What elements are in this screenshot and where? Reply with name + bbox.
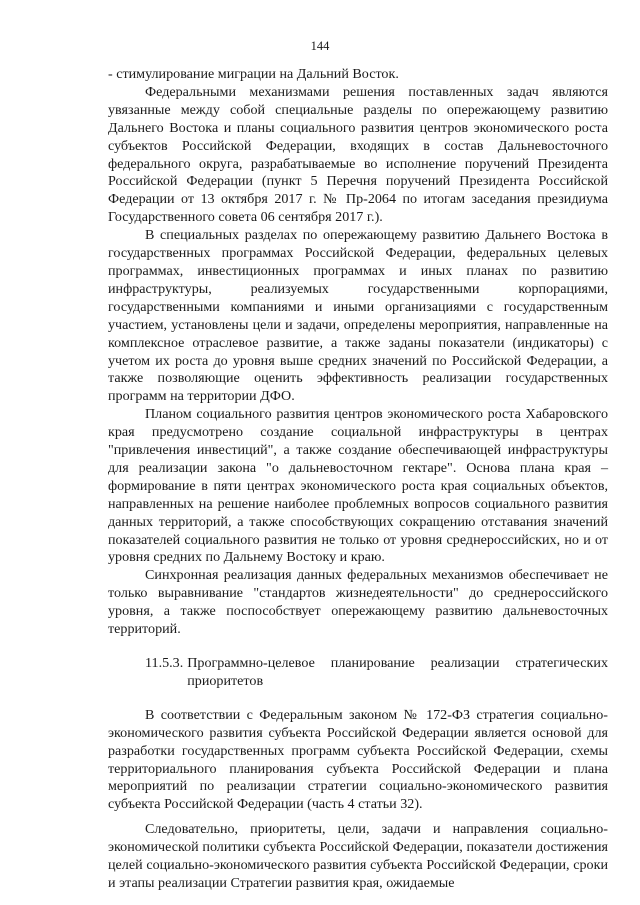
paragraph-federal-law: В соответствии с Федеральным законом № 172-ФЗ стратегия социально-экономического развития субъекта Российской Федерации является основой для разработки государственных программ субъекта Российской Федерации, схемы территориального планирования субъекта Российской Федерации и плана мероприятий по реализации стратегии социально-экономического развития субъекта Российской Федерации (часть 4 статьи 32). — [108, 706, 608, 813]
section-heading — [145, 655, 608, 691]
paragraph-khabarovsk-plan: Планом социального развития центров экономического роста Хабаровского края предусмотрено создание социальной инфраструктуры в центрах "привлечения инвестиций", а также создание обеспечивающей инфраструктуры для реализации закона "о дальневосточном гектаре". Основа плана края – формирование в пяти центрах экономического роста края социальных объектов, направленных на решение наиболее проблемных вопросов социального развития данных территорий, а также способствующих сокращению отставания значений показателей социального развития не только от уровня среднероссийских, но и от уровня средних по Дальнему Востоку и краю. — [108, 406, 608, 566]
paragraph-special-sections: В специальных разделах по опережающему развитию Дальнего Востока в государственных программах Российской Федерации, федеральных целевых программах, инвестиционных программах и иных планах по развитию инфраструктуры, реализуемых государственными корпорациями, государственными компаниями и иными организациями с государственным участием, установлены цели и задачи, определены мероприятия, направленные на комплексное отраслевое развитие, а также заданы показатели (индикаторы) с учетом их роста до уровня выше средних значений по Российской Федерации, а также позволяющие оценить эффективность реализации государственных программ на территории ДФО. — [108, 227, 608, 405]
paragraph-priorities: Следовательно, приоритеты, цели, задачи и направления социально-экономической политики субъекта Российской Федерации, показатели достижения целей социально-экономического развития субъекта Российской Федерации, сроки и этапы реализации Стратегии развития края, ожидаемые — [108, 821, 608, 891]
section-number: 11.5.3. — [145, 655, 184, 671]
page-number: 144 — [310, 39, 330, 53]
section-title: Программно-целевое планирование реализации стратегических приоритетов — [187, 655, 608, 689]
document-body — [108, 66, 608, 893]
paragraph-synchronous-implementation: Синхронная реализация данных федеральных механизмов обеспечивает не только выравнивание "стандартов жизнедеятельности" до среднероссийского уровня, а также поспособствует опережающему развитию дальневосточных территорий. — [108, 567, 608, 638]
paragraph-federal-mechanisms: Федеральными механизмами решения поставленных задач являются увязанные между собой специальные разделы по опережающему развитию Дальнего Востока и планы социального развития центров экономического роста субъектов Российской Федерации, входящих в состав Дальневосточного федерального округа, разрабатываемые во исполнение поручений Президента Российской Федерации (пункт 5 Перечня поручений Президента Российской Федерации от 13 октября 2017 г. № Пр-2064 по итогам заседания президиума Государственного совета 06 сентября 2017 г.). — [108, 83, 608, 226]
bullet-migration: - стимулирование миграции на Дальний Восток. — [108, 66, 399, 82]
